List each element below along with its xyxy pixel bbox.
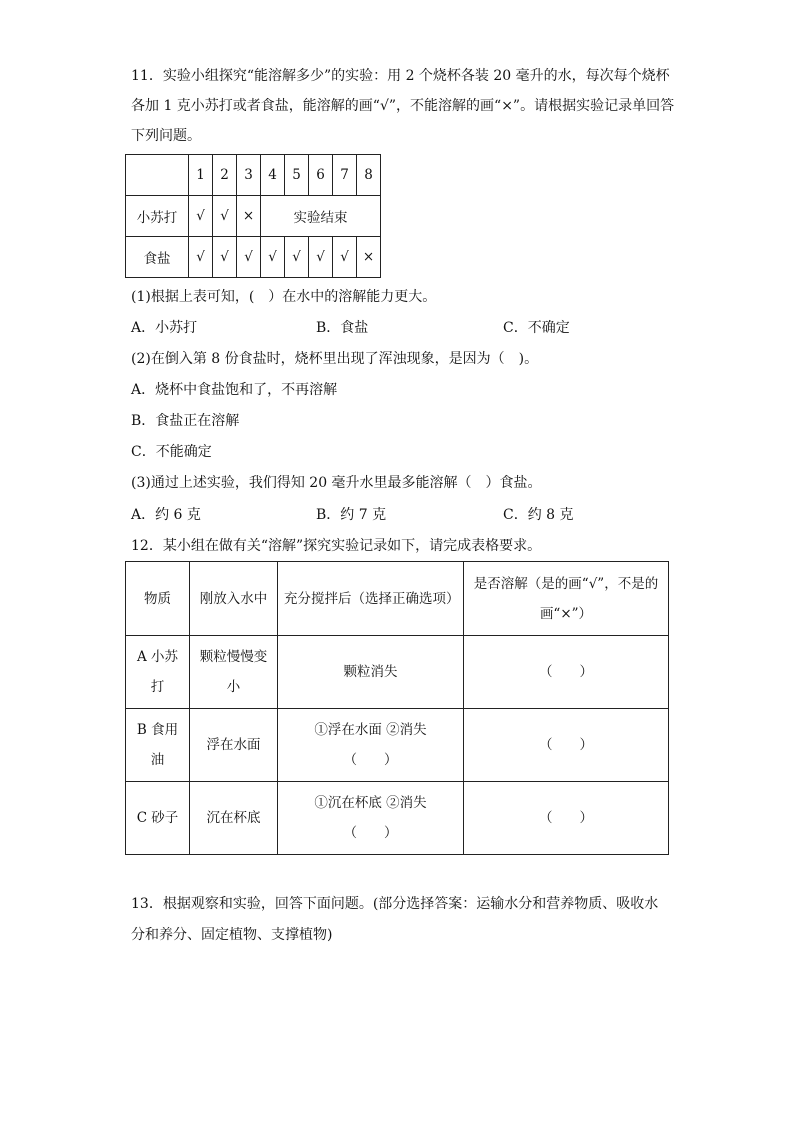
after-text: ①浮在水面 ②消失 bbox=[314, 722, 427, 738]
table-row bbox=[126, 709, 669, 782]
table-cell: 2 bbox=[213, 155, 237, 196]
q11-sub2-question: (2)在倒入第 8 份食盐时，烧杯里出现了浑浊现象，是因为（ )。 bbox=[131, 351, 539, 367]
q12-dissolve-table bbox=[125, 561, 669, 855]
q11-line-3: 下列问题。 bbox=[131, 128, 201, 144]
table-row-soda bbox=[126, 196, 381, 237]
table-cell: √ bbox=[333, 237, 357, 278]
table-cell: √ bbox=[189, 196, 213, 237]
table-cell: √ bbox=[213, 237, 237, 278]
after-cell bbox=[278, 709, 464, 782]
q13-line-1: 13．根据观察和实验，回答下面问题。(部分选择答案：运输水分和营养物质、吸收水 bbox=[131, 896, 659, 912]
header-after-stirring bbox=[278, 562, 464, 636]
header-substance: 物质 bbox=[126, 562, 190, 636]
initial-text: 沉在杯底 bbox=[206, 810, 261, 826]
q11-sub1-option-b[interactable]: B．食盐 bbox=[316, 320, 369, 336]
table-cell: 1 bbox=[189, 155, 213, 196]
table-cell: √ bbox=[213, 196, 237, 237]
table-row bbox=[126, 782, 669, 855]
substance-cell bbox=[126, 709, 190, 782]
substance-text: C 砂子 bbox=[136, 810, 179, 826]
initial-text: 浮在水面 bbox=[206, 737, 261, 753]
after-cell bbox=[278, 782, 464, 855]
table-cell: 5 bbox=[285, 155, 309, 196]
after-text: ①沉在杯底 ②消失 bbox=[314, 795, 427, 811]
q11-sub1-option-c[interactable]: C．不确定 bbox=[503, 320, 570, 336]
after-text: 颗粒消失 bbox=[343, 664, 398, 680]
table-cell: √ bbox=[309, 237, 333, 278]
table-header-row bbox=[126, 562, 669, 636]
header-dissolved bbox=[464, 562, 669, 636]
q11-record-table bbox=[125, 154, 381, 278]
q12-intro: 12．某小组在做有关“溶解”探究实验记录如下，请完成表格要求。 bbox=[131, 538, 542, 554]
q11-line-2: 各加 1 克小苏打或者食盐，能溶解的画“√”，不能溶解的画“×”。请根据实验记录单回答 bbox=[131, 98, 675, 114]
after-answer-blank[interactable]: （ ） bbox=[343, 752, 398, 768]
row-label-soda: 小苏打 bbox=[126, 196, 189, 237]
table-row-salt bbox=[126, 237, 381, 278]
table-cell bbox=[126, 155, 189, 196]
q11-sub3-option-a[interactable]: A．约 6 克 bbox=[131, 507, 201, 523]
table-cell: 8 bbox=[357, 155, 381, 196]
table-cell: √ bbox=[237, 237, 261, 278]
substance-cell bbox=[126, 782, 190, 855]
q11-sub3-question: (3)通过上述实验，我们得知 20 毫升水里最多能溶解（ ）食盐。 bbox=[131, 475, 542, 491]
header-initial: 刚放入水中 bbox=[190, 562, 278, 636]
table-cell: √ bbox=[285, 237, 309, 278]
table-cell: × bbox=[357, 237, 381, 278]
table-header-row bbox=[126, 155, 381, 196]
substance-cell bbox=[126, 636, 190, 709]
initial-cell bbox=[190, 709, 278, 782]
initial-cell bbox=[190, 782, 278, 855]
table-cell: √ bbox=[261, 237, 285, 278]
table-cell: 6 bbox=[309, 155, 333, 196]
dissolve-answer-blank[interactable]: （ ） bbox=[464, 709, 669, 782]
dissolve-answer-blank[interactable]: （ ） bbox=[464, 782, 669, 855]
header-after-stirring-text: 充分搅拌后（选择正确选项） bbox=[284, 590, 460, 607]
q11-sub3-option-b[interactable]: B．约 7 克 bbox=[316, 507, 387, 523]
q13-line-2: 分和养分、固定植物、支撑植物) bbox=[131, 927, 333, 943]
experiment-end-cell: 实验结束 bbox=[261, 196, 381, 237]
initial-cell bbox=[190, 636, 278, 709]
substance-text: A 小苏打 bbox=[136, 649, 179, 695]
q11-sub2-option-a[interactable]: A．烧杯中食盐饱和了，不再溶解 bbox=[131, 382, 338, 398]
table-cell: √ bbox=[189, 237, 213, 278]
table-cell: × bbox=[237, 196, 261, 237]
after-cell bbox=[278, 636, 464, 709]
substance-text: B 食用油 bbox=[136, 722, 179, 768]
dissolve-answer-blank[interactable]: （ ） bbox=[464, 636, 669, 709]
row-label-salt: 食盐 bbox=[126, 237, 189, 278]
q11-sub1-question: (1)根据上表可知，( ）在水中的溶解能力更大。 bbox=[131, 289, 437, 305]
header-dissolved-text: 是否溶解（是的画“√”，不是的画“×”） bbox=[473, 575, 659, 622]
table-cell: 7 bbox=[333, 155, 357, 196]
q11-sub2-option-c[interactable]: C．不能确定 bbox=[131, 444, 212, 460]
q11-sub1-option-a[interactable]: A．小苏打 bbox=[131, 320, 198, 336]
table-cell: 3 bbox=[237, 155, 261, 196]
initial-text: 颗粒慢慢变小 bbox=[199, 649, 268, 695]
after-answer-blank[interactable]: （ ） bbox=[343, 825, 398, 841]
table-row bbox=[126, 636, 669, 709]
q11-sub2-option-b[interactable]: B．食盐正在溶解 bbox=[131, 413, 240, 429]
q11-line-1: 11．实验小组探究“能溶解多少”的实验：用 2 个烧杯各装 20 毫升的水，每次每个烧杯 bbox=[131, 68, 670, 84]
q11-sub3-option-c[interactable]: C．约 8 克 bbox=[503, 507, 574, 523]
table-cell: 4 bbox=[261, 155, 285, 196]
